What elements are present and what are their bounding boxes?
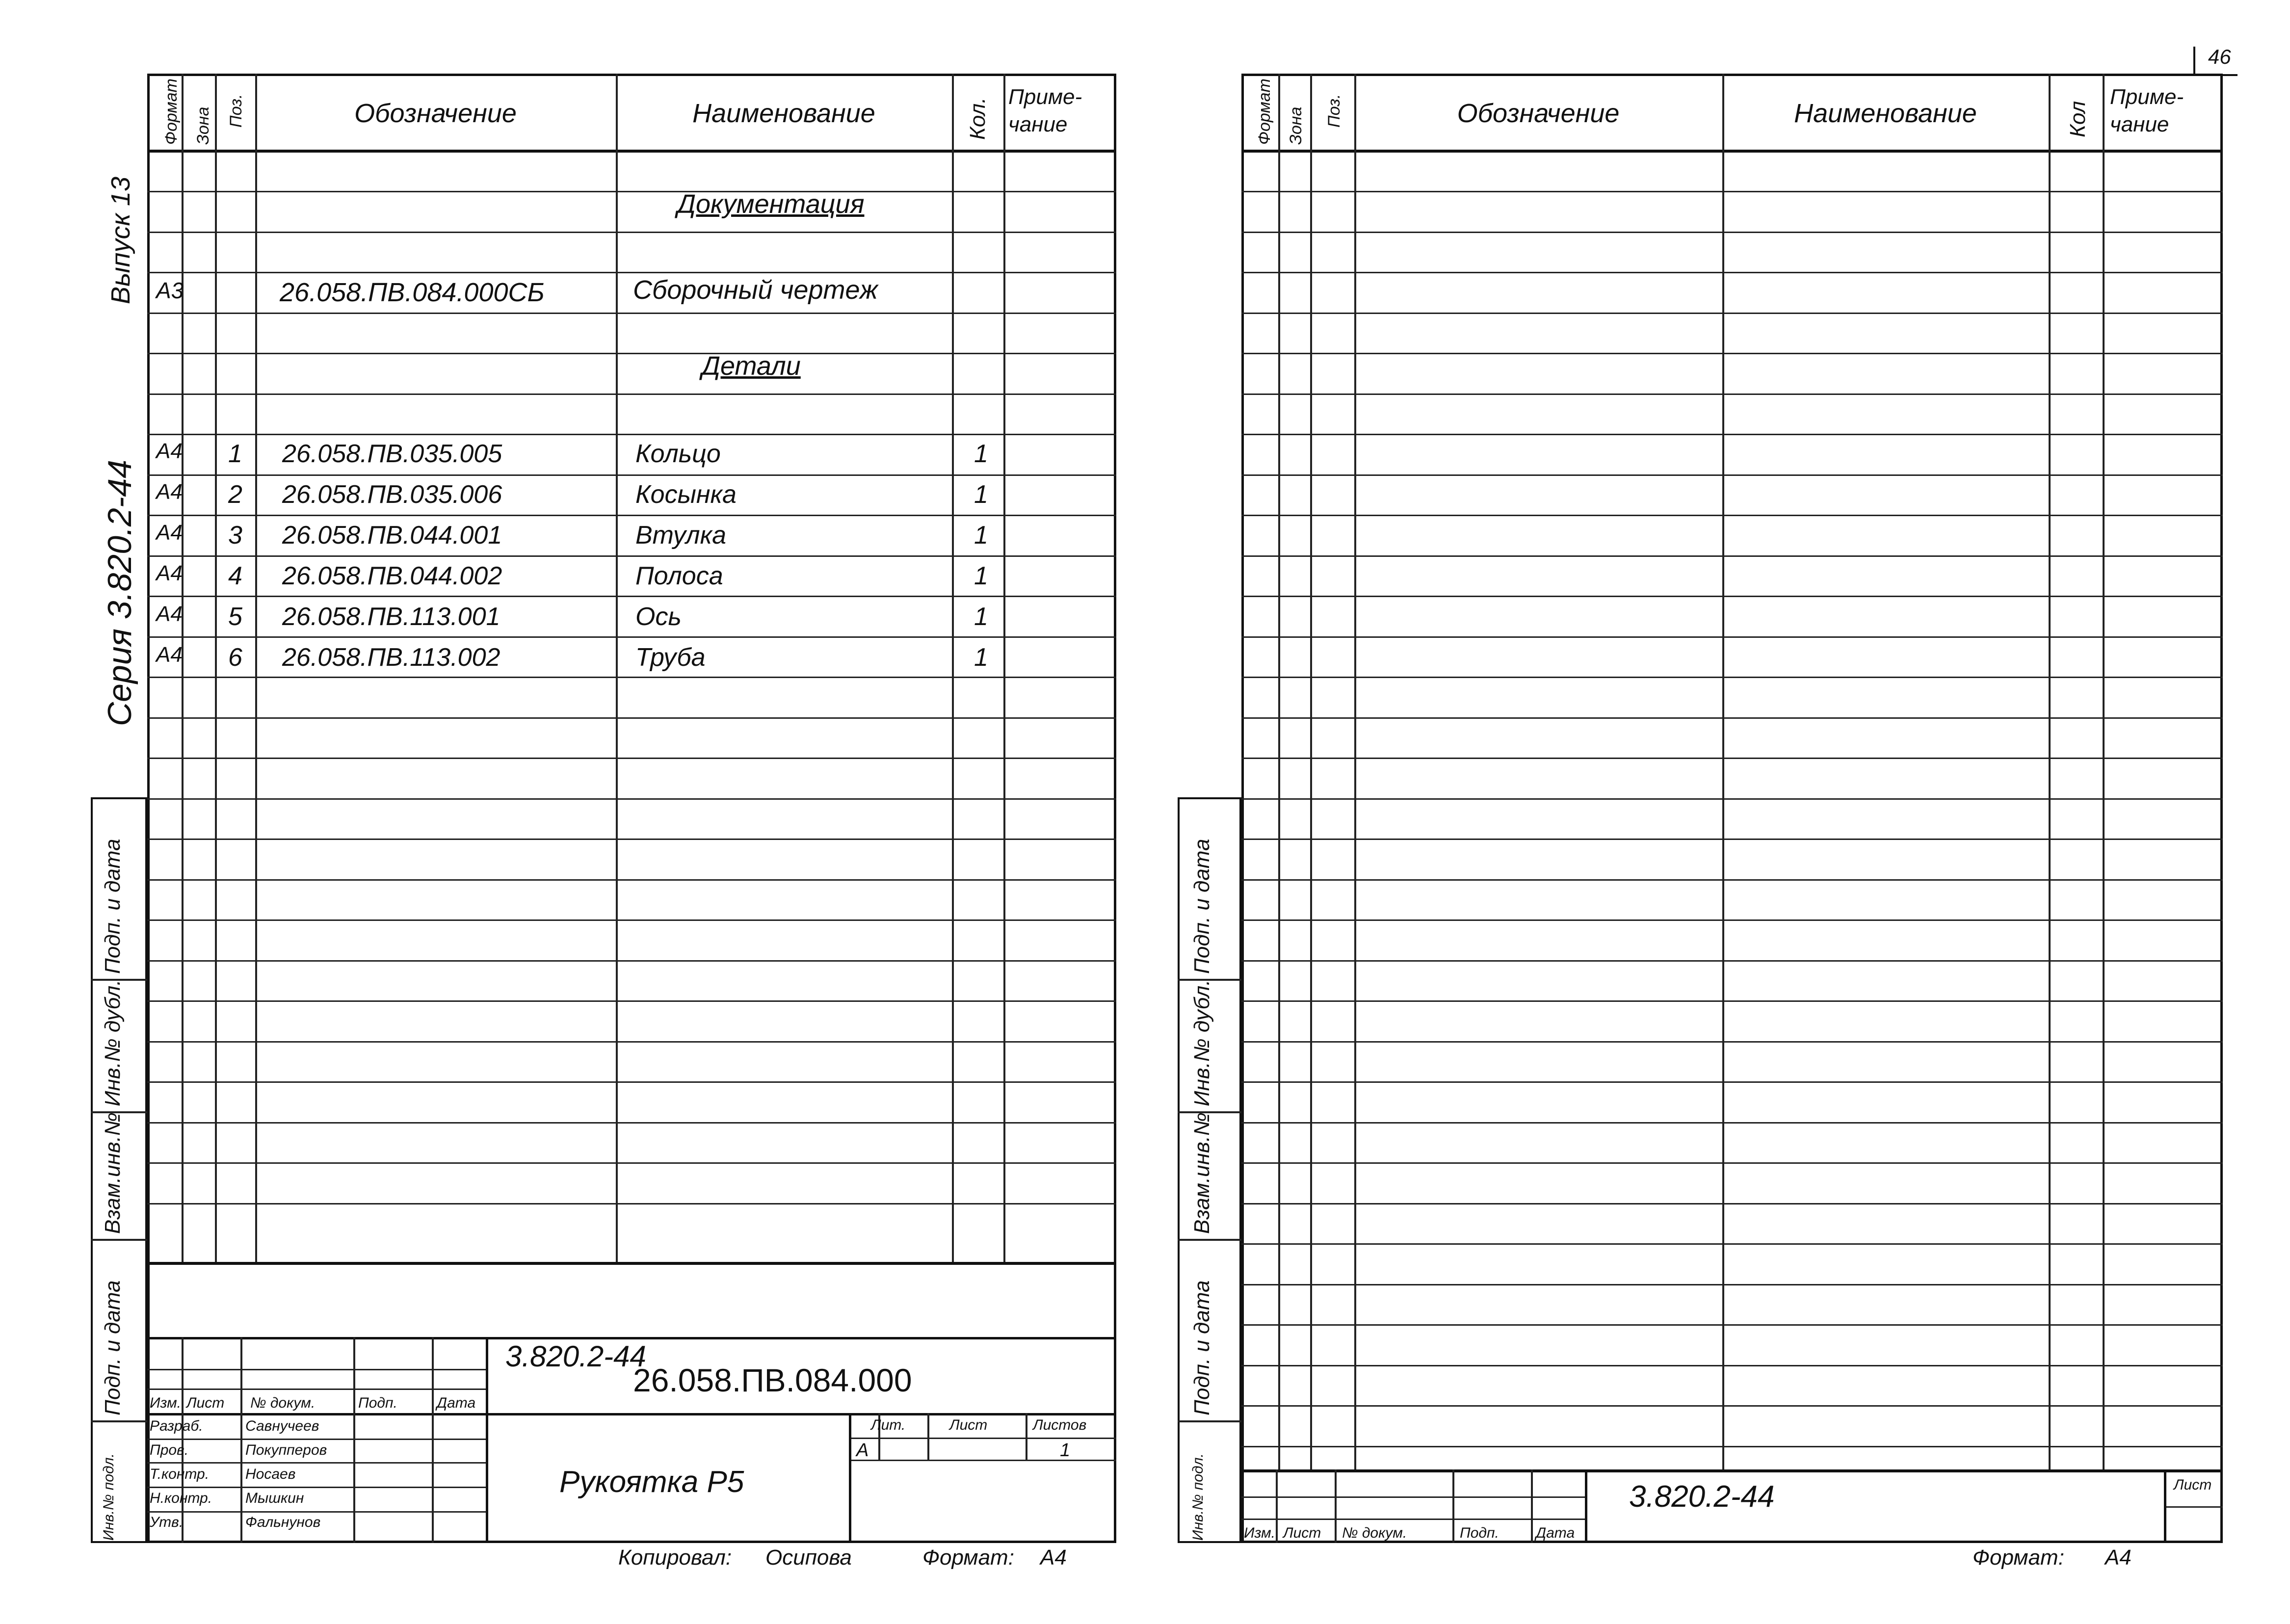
row-line (1241, 1405, 2223, 1407)
right-header-designation: Обозначение (1457, 99, 1620, 128)
title-block-vline (432, 1337, 434, 1543)
row-line (147, 879, 1116, 881)
left-col-line (215, 74, 217, 1263)
part-name: Втулка (635, 521, 727, 550)
row-line (1241, 272, 2223, 273)
row-line (147, 191, 1116, 192)
left-header-divider (147, 150, 1116, 153)
title-block-top (147, 1262, 1116, 1265)
right-col-line (1354, 74, 1356, 1469)
footer-copied-label: Копировал: (618, 1545, 732, 1570)
row-line (1241, 636, 2223, 638)
section-details: Детали (702, 351, 801, 381)
right-title-block-vline (1452, 1469, 1454, 1543)
right-tb-col-header: № докум. (1342, 1525, 1407, 1541)
title-doc-code: 26.058.ПВ.084.000 (633, 1362, 912, 1398)
row-line (147, 1081, 1116, 1083)
part-pos: 1 (228, 440, 242, 468)
title-block-line (849, 1438, 1116, 1439)
part-pos: 4 (228, 562, 242, 590)
left-col-line (255, 74, 257, 1263)
part-format: А4 (156, 521, 183, 545)
tb-person-name: Мышкин (245, 1490, 304, 1506)
row-line (1241, 232, 2223, 233)
left-stamp-label: Подп. и дата (101, 838, 125, 974)
left-side-issue: Выпуск 13 (106, 176, 135, 304)
footer-copied-name: Осипова (765, 1545, 852, 1570)
row-line (1241, 555, 2223, 557)
row-line (147, 474, 1116, 476)
row-line (1241, 596, 2223, 597)
title-block-line (147, 1511, 486, 1513)
row-line (147, 1000, 1116, 1002)
part-designation: 26.058.ПВ.035.005 (282, 440, 502, 468)
right-header-qty: Кол (2066, 101, 2090, 137)
row-line (1241, 1324, 2223, 1326)
row-line (1241, 474, 2223, 476)
stamp-divider (1178, 1420, 1241, 1422)
row-line (1241, 1365, 2223, 1366)
row-line (147, 798, 1116, 800)
stamp-divider (91, 1420, 147, 1422)
part-format: А4 (156, 480, 183, 504)
row-line (147, 758, 1116, 759)
part-format: А4 (156, 439, 183, 463)
right-col-line (1310, 74, 1312, 1469)
right-stamp-label: Подп. и дата (1190, 838, 1214, 974)
left-stamp-label: Подп. и дата (101, 1280, 125, 1415)
row-line (147, 919, 1116, 921)
right-stamp-label: Инв.№ подл. (1190, 1453, 1206, 1541)
right-stamp-label: Взам.инв.№ (1190, 1112, 1214, 1234)
title-block-line (147, 1388, 486, 1390)
part-pos: 2 (228, 480, 242, 509)
row-line (147, 1041, 1116, 1043)
part-designation: 26.058.ПВ.035.006 (282, 480, 502, 509)
right-title-block-vline (1276, 1469, 1278, 1543)
title-block-line (147, 1487, 486, 1488)
part-qty: 1 (974, 480, 988, 509)
right-tb-col-header: Изм. (1244, 1525, 1275, 1541)
tb-col-header: Дата (437, 1395, 476, 1411)
row-line (1241, 879, 2223, 881)
stamp-divider (1178, 1239, 1241, 1241)
right-stamp-label: Подп. и дата (1190, 1280, 1214, 1415)
tb-role: Утв. (150, 1514, 184, 1530)
row-line (147, 1162, 1116, 1164)
doc-row-format: А3 (156, 278, 184, 303)
row-line (1241, 1000, 2223, 1002)
right-header-note: Приме-чание (2110, 85, 2184, 136)
right-footer-format-label: Формат: (1973, 1545, 2064, 1570)
title-series: 3.820.2-44 (505, 1340, 646, 1373)
row-line (1241, 919, 2223, 921)
right-stamp-label: Инв.№ дубл. (1190, 979, 1214, 1106)
row-line (1241, 515, 2223, 516)
part-format: А4 (156, 561, 183, 585)
title-block-vline (849, 1413, 851, 1543)
right-title-block-vline (2164, 1469, 2166, 1543)
tb-col-header: Лист (186, 1395, 225, 1411)
right-header-zone: Зона (1287, 106, 1305, 145)
left-stamp-label: Инв.№ дубл. (101, 979, 125, 1106)
part-name: Косынка (635, 480, 737, 509)
tb-person-name: Фальнунов (245, 1514, 321, 1530)
row-line (1241, 1243, 2223, 1245)
row-line (147, 1122, 1116, 1124)
right-col-line (1722, 74, 1724, 1469)
left-side-series: Серия 3.820.2-44 (101, 460, 138, 726)
right-tb-col-header: Подп. (1460, 1525, 1499, 1541)
title-block-vline (927, 1413, 929, 1460)
right-sheet-frame (1241, 74, 2223, 1543)
right-header-pos: Поз. (1325, 94, 1343, 128)
row-line (147, 960, 1116, 962)
left-header-name: Наименование (692, 99, 875, 128)
title-lit-value: А (856, 1440, 869, 1461)
row-line (147, 636, 1116, 638)
right-footer-format-value: А4 (2105, 1545, 2132, 1570)
left-header-qty: Кол. (966, 97, 990, 140)
right-col-line (2103, 74, 2105, 1469)
left-col-line (952, 74, 954, 1263)
tb-col-header: Подп. (358, 1395, 397, 1411)
part-pos: 3 (228, 521, 242, 550)
title-sheet-label: Лист (949, 1417, 988, 1433)
row-line (147, 515, 1116, 516)
title-block-line (147, 1462, 486, 1464)
row-line (147, 555, 1116, 557)
part-designation: 26.058.ПВ.113.001 (282, 602, 500, 631)
title-block-line (849, 1460, 1116, 1461)
row-line (147, 838, 1116, 840)
part-qty: 1 (974, 643, 988, 672)
doc-row-designation: 26.058.ПВ.084.000СБ (280, 278, 545, 307)
page-number: 46 (2208, 45, 2231, 68)
row-line (147, 434, 1116, 435)
left-col-line (1003, 74, 1005, 1263)
part-designation: 26.058.ПВ.044.002 (282, 562, 502, 590)
part-qty: 1 (974, 440, 988, 468)
tb-person-name: Савнучеев (245, 1418, 319, 1434)
tb-person-name: Носаев (245, 1466, 296, 1482)
tb-person-name: Покупперов (245, 1442, 327, 1458)
right-title-series: 3.820.2-44 (1629, 1480, 1775, 1514)
row-line (1241, 1081, 2223, 1083)
right-header-name: Наименование (1794, 99, 1977, 128)
row-line (1241, 434, 2223, 435)
right-title-block-vline (1585, 1469, 1587, 1543)
part-qty: 1 (974, 521, 988, 550)
row-line (1241, 393, 2223, 395)
row-line (1241, 1162, 2223, 1164)
part-name: Ось (635, 602, 682, 631)
part-qty: 1 (974, 602, 988, 631)
part-qty: 1 (974, 562, 988, 590)
tb-role: Разраб. (150, 1418, 203, 1434)
left-header-pos: Поз. (227, 94, 245, 128)
title-block-line (147, 1439, 486, 1440)
row-line (1241, 1041, 2223, 1043)
right-header-format: Формат (1255, 78, 1274, 145)
right-header-divider (1241, 150, 2223, 153)
title-block-line (147, 1413, 1116, 1415)
title-block-vline (353, 1337, 355, 1543)
row-line (1241, 1203, 2223, 1205)
title-product-name: Рукоятка Р5 (559, 1465, 744, 1499)
row-line (1241, 191, 2223, 192)
row-line (1241, 1122, 2223, 1124)
tb-role: Пров. (150, 1442, 189, 1458)
row-line (1241, 717, 2223, 719)
right-tb-col-header: Лист (1283, 1525, 1321, 1541)
part-pos: 6 (228, 643, 242, 672)
right-title-block-line (1241, 1519, 1585, 1520)
part-name: Труба (635, 643, 706, 672)
section-documentation: Документация (677, 189, 865, 219)
title-sheets-label: Листов (1033, 1417, 1087, 1433)
row-line (147, 272, 1116, 273)
row-line (147, 393, 1116, 395)
left-header-designation: Обозначение (354, 99, 517, 128)
left-col-line (182, 74, 184, 1263)
right-title-block-line (1241, 1496, 1585, 1498)
left-stamp-label: Взам.инв.№ (101, 1112, 125, 1234)
left-header-note: Приме-чание (1008, 85, 1082, 136)
part-designation: 26.058.ПВ.044.001 (282, 521, 502, 550)
title-sheets-value: 1 (1060, 1440, 1071, 1461)
title-block-vline (486, 1337, 488, 1543)
right-title-block-vline (1531, 1469, 1533, 1543)
doc-row-name: Сборочный чертеж (633, 275, 878, 305)
tb-role: Н.контр. (150, 1490, 212, 1506)
row-line (147, 353, 1116, 354)
part-name: Кольцо (635, 440, 721, 468)
part-name: Полоса (635, 562, 723, 590)
part-format: А4 (156, 602, 183, 626)
part-pos: 5 (228, 602, 242, 631)
right-col-line (1278, 74, 1280, 1469)
row-line (1241, 313, 2223, 314)
row-line (1241, 798, 2223, 800)
part-designation: 26.058.ПВ.113.002 (282, 643, 500, 672)
row-line (1241, 353, 2223, 354)
footer-format-label: Формат: (922, 1545, 1014, 1570)
title-block-line (147, 1369, 486, 1370)
row-line (1241, 1446, 2223, 1447)
left-col-line (616, 74, 618, 1263)
row-line (147, 232, 1116, 233)
row-line (1241, 677, 2223, 678)
row-line (1241, 960, 2223, 962)
tb-role: Т.контр. (150, 1466, 210, 1482)
stamp-divider (91, 1239, 147, 1241)
row-line (147, 1203, 1116, 1205)
part-format: А4 (156, 643, 183, 667)
left-stamp-label: Инв.№ подл. (101, 1453, 117, 1541)
title-block-vline (182, 1337, 184, 1543)
tb-col-header: Изм. (150, 1395, 181, 1411)
row-line (1241, 838, 2223, 840)
row-line (1241, 758, 2223, 759)
right-title-block-line (2164, 1506, 2223, 1508)
title-block-vline (1026, 1413, 1027, 1460)
left-header-zone: Зона (194, 106, 212, 145)
right-tb-col-header: Дата (1536, 1525, 1575, 1541)
row-line (1241, 1284, 2223, 1285)
right-title-block-vline (1335, 1469, 1337, 1543)
right-title-block-top (1241, 1469, 2223, 1472)
row-line (147, 313, 1116, 314)
right-title-sheet-label: Лист (2174, 1477, 2212, 1493)
row-line (147, 677, 1116, 678)
right-col-line (2049, 74, 2051, 1469)
row-line (147, 596, 1116, 597)
left-header-format: Формат (162, 78, 181, 145)
row-line (147, 717, 1116, 719)
footer-format-value: А4 (1040, 1545, 1067, 1570)
tb-col-header: № докум. (250, 1395, 316, 1411)
title-block-vline (240, 1337, 242, 1543)
title-lit-label: Лит. (871, 1417, 906, 1433)
